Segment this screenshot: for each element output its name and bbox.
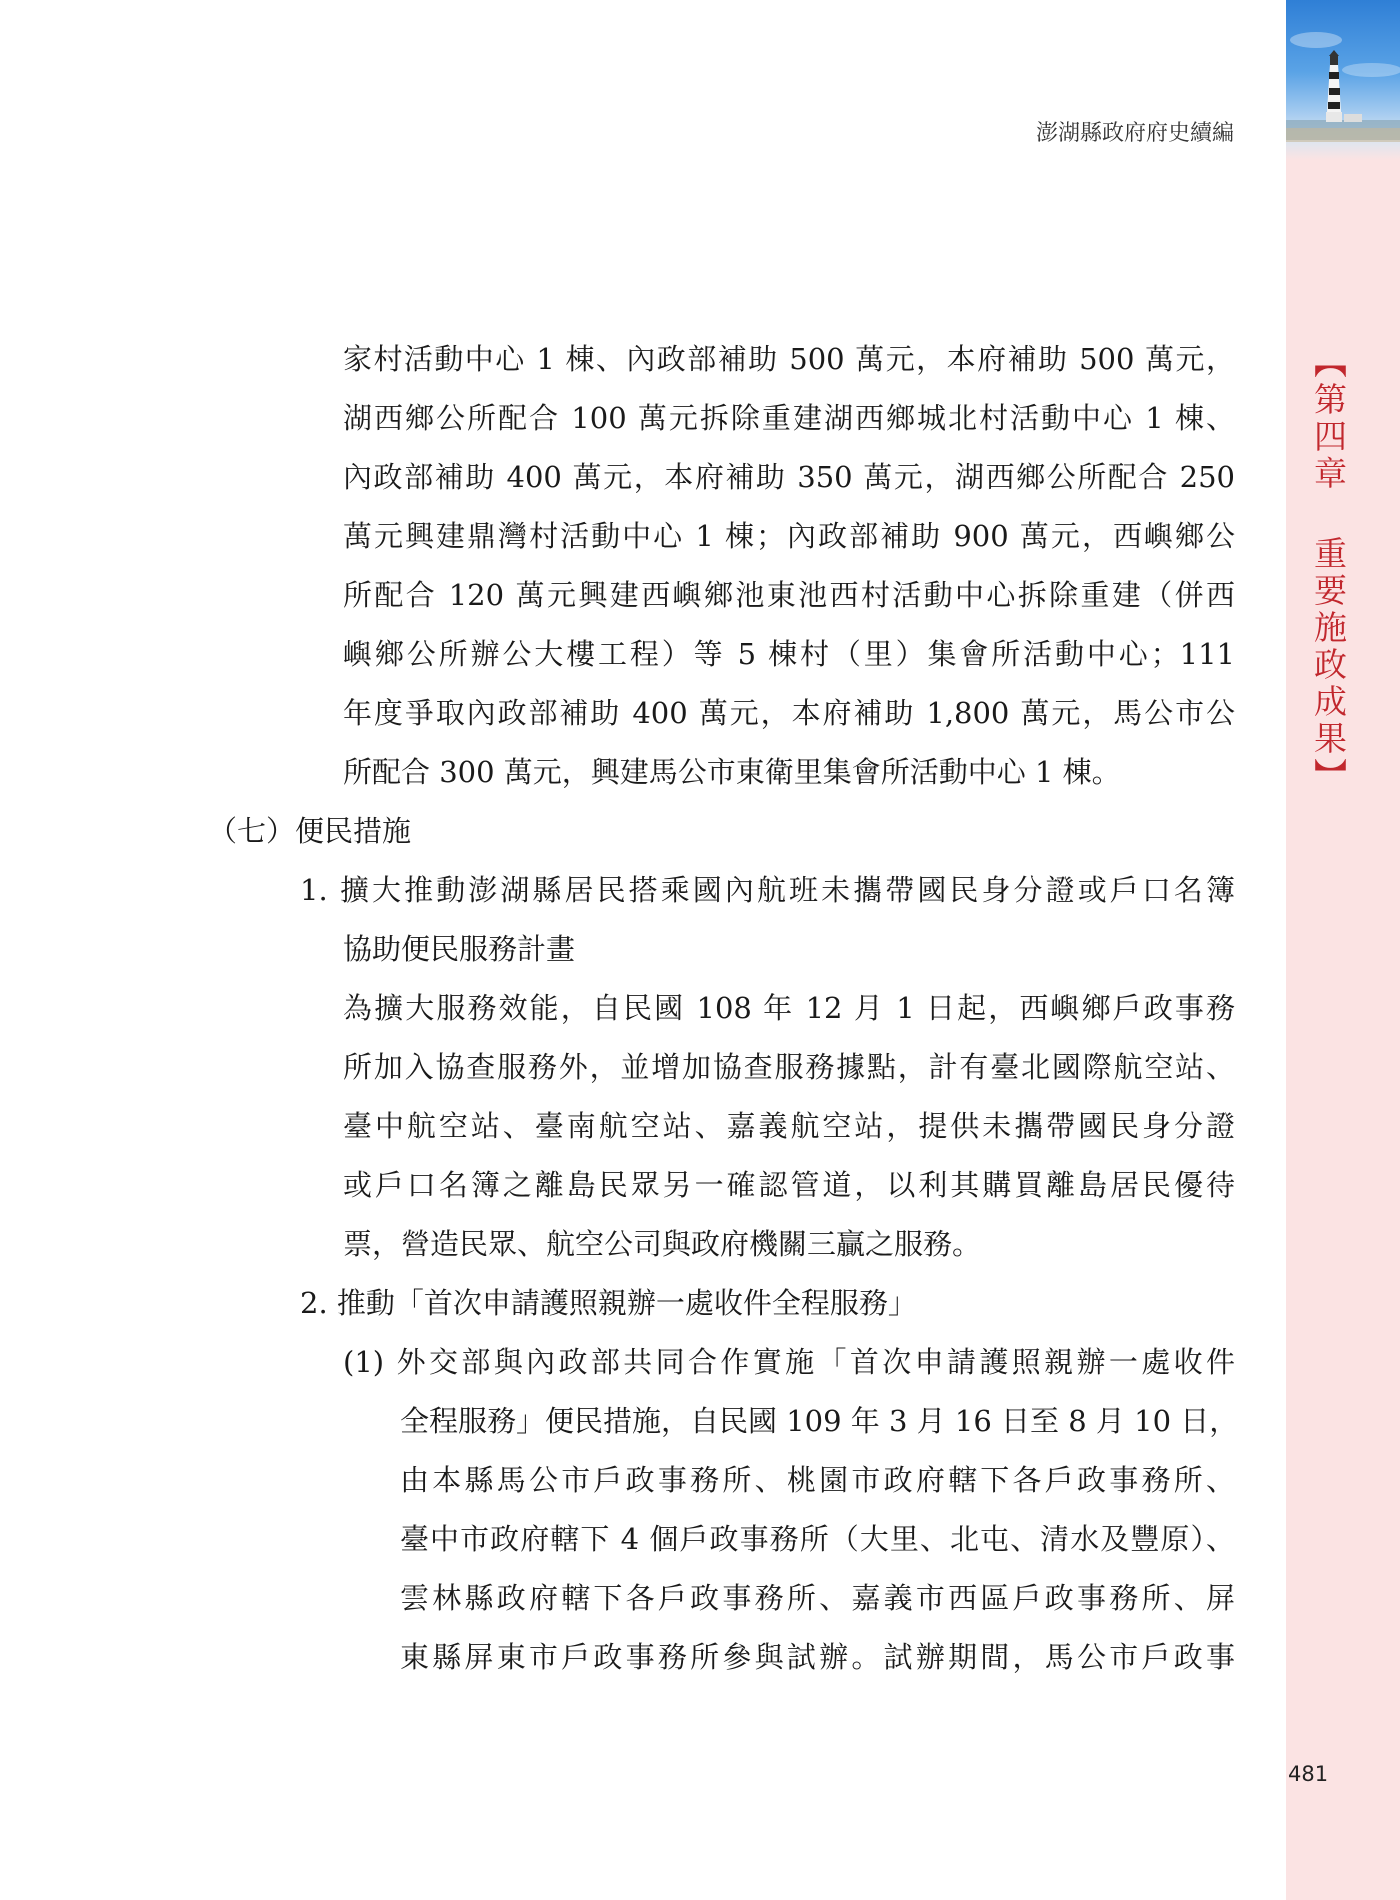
item-heading: 2. 推動「首次申請護照親辦一處收件全程服務」 (300, 1286, 917, 1320)
paragraph-line: 由本縣馬公市戶政事務所、桃園市政府轄下各戶政事務所、 (400, 1463, 1235, 1497)
paragraph-line: 湖西鄉公所配合 100 萬元拆除重建湖西鄉城北村活動中心 1 棟、 (343, 401, 1235, 435)
item-heading: 1. 擴大推動澎湖縣居民搭乘國內航班未攜帶國民身分證或戶口名簿 (300, 873, 1235, 907)
paragraph-line: 年度爭取內政部補助 400 萬元，本府補助 1,800 萬元，馬公市公 (343, 696, 1235, 730)
chapter-tab: 【第四章 重要施政成果】 (1309, 345, 1348, 795)
paragraph-line: 所配合 120 萬元興建西嶼鄉池東池西村活動中心拆除重建（併西 (343, 578, 1235, 612)
sub-item-line: (1) 外交部與內政部共同合作實施「首次申請護照親辦一處收件 (343, 1345, 1235, 1379)
paragraph-line: 所配合 300 萬元，興建馬公市東衛里集會所活動中心 1 棟。 (343, 755, 1121, 789)
paragraph-line: 臺中航空站、臺南航空站、嘉義航空站，提供未攜帶國民身分證 (343, 1109, 1235, 1143)
item-heading: 協助便民服務計畫 (343, 932, 576, 966)
paragraph-line: 所加入協查服務外，並增加協查服務據點，計有臺北國際航空站、 (343, 1050, 1235, 1084)
paragraph-line: 家村活動中心 1 棟、內政部補助 500 萬元，本府補助 500 萬元， (343, 342, 1235, 376)
paragraph-line: 為擴大服務效能，自民國 108 年 12 月 1 日起，西嶼鄉戶政事務 (343, 991, 1235, 1025)
paragraph-line: 雲林縣政府轄下各戶政事務所、嘉義市西區戶政事務所、屏 (400, 1581, 1235, 1615)
paragraph-line: 萬元興建鼎灣村活動中心 1 棟；內政部補助 900 萬元，西嶼鄉公 (343, 519, 1235, 553)
paragraph-line: 東縣屏東市戶政事務所參與試辦。試辦期間，馬公市戶政事 (400, 1640, 1235, 1674)
paragraph-line: 或戶口名簿之離島民眾另一確認管道，以利其購買離島居民優待 (343, 1168, 1235, 1202)
section-heading: （七）便民措施 (208, 814, 412, 848)
running-header: 澎湖縣政府府史續編 (1035, 121, 1234, 146)
paragraph-line: 臺中市政府轄下 4 個戶政事務所（大里、北屯、清水及豐原）、 (400, 1522, 1235, 1556)
paragraph-line: 票，營造民眾、航空公司與政府機關三贏之服務。 (343, 1227, 982, 1261)
lighthouse-photo (1286, 0, 1400, 160)
lighthouse-icon (1286, 0, 1400, 160)
paragraph-line: 嶼鄉公所辦公大樓工程）等 5 棟村（里）集會所活動中心；111 (343, 637, 1235, 671)
page-number: 481 (1288, 1762, 1329, 1786)
side-decorative-band (1286, 0, 1400, 1900)
paragraph-line: 內政部補助 400 萬元，本府補助 350 萬元，湖西鄉公所配合 250 (343, 460, 1235, 494)
paragraph-line: 全程服務」便民措施，自民國 109 年 3 月 16 日至 8 月 10 日， (400, 1404, 1239, 1438)
